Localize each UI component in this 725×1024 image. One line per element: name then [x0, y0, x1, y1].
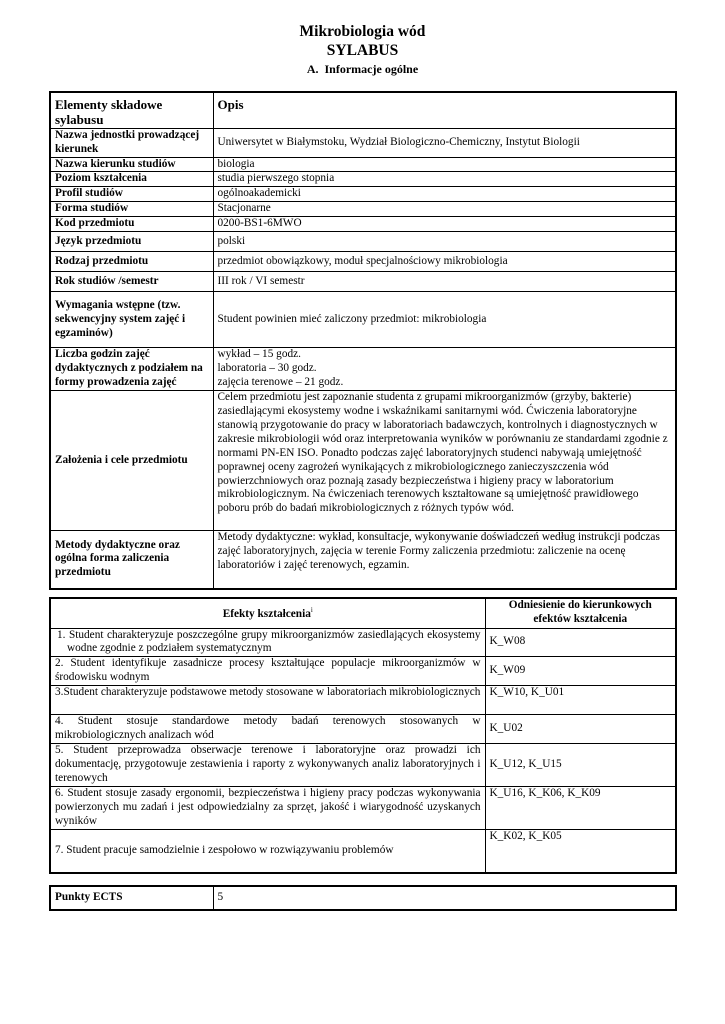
table-header-row — [50, 598, 676, 628]
page-subtitle: SYLABUS — [326, 42, 399, 59]
row-label: Profil studiów — [50, 187, 213, 202]
row-label: Rok studiów /semestr — [50, 272, 213, 292]
outcome-reference: K_W10, K_U01 — [485, 686, 676, 715]
table-row — [50, 172, 676, 187]
methods-text: Metody dydaktyczne: wykład, konsultacje, wykonywanie doświadczeń według instrukcji podczas zajęć laboratoryjnych, zajęcia w terenie Formy zaliczenia przedmiotu: zaliczenie na ocenę laboratoriów i zajęć terenowych, egzamin. — [213, 531, 676, 589]
table-header-row — [50, 92, 676, 128]
table-row — [50, 787, 676, 830]
outcome-text: 2. Student identyfikuje zasadnicze procesy kształtujące populacje mikroorganizmów w środowisku wodnym — [50, 657, 485, 686]
ects-table — [49, 885, 677, 911]
learning-outcomes-table — [49, 597, 677, 874]
row-label: Język przedmiotu — [50, 232, 213, 252]
outcome-text: 5. Student przeprowadza obserwacje terenowe i laboratoryjne oraz prowadzi ich dokumentację, przygotowuje zestawienia i raporty z wykonywanych analiz laboratoryjnych i terenowych — [50, 744, 485, 787]
outcome-reference: K_K02, K_K05 — [485, 830, 676, 873]
table-row — [50, 187, 676, 202]
table-row — [50, 128, 676, 157]
table-row — [50, 744, 676, 787]
hours-laboratory: laboratoria – 30 godz. — [217, 362, 317, 375]
outcome-text: 1. Student charakteryzuje poszczególne grupy mikroorganizmów zasiedlających ekosystemy wodne zgodnie z podziałem systematycznym — [50, 628, 485, 657]
row-label: Rodzaj przedmiotu — [50, 252, 213, 272]
row-value: biologia — [213, 157, 676, 172]
outcome-text: 7. Student pracuje samodzielnie i zespołowo w rozwiązywaniu problemów — [50, 830, 485, 873]
table-row — [50, 202, 676, 217]
table-row — [50, 391, 676, 531]
column-header-reference: Odniesienie do kierunkowych efektów kształcenia — [485, 598, 676, 628]
table-row — [50, 531, 676, 589]
outcome-text: 3.Student charakteryzuje podstawowe metody stosowane w laboratoriach mikrobiologicznych — [50, 686, 485, 715]
row-label: Poziom kształcenia — [50, 172, 213, 187]
effects-header-text: Efekty kształcenia — [222, 608, 311, 621]
outcome-text: 4. Student stosuje standardowe metody badań terenowych stosowanych w mikrobiologicznych analizach wód — [50, 715, 485, 744]
row-value: przedmiot obowiązkowy, moduł specjalnościowy mikrobiologia — [213, 252, 676, 272]
table-row — [50, 252, 676, 272]
row-value: studia pierwszego stopnia — [213, 172, 676, 187]
hours-label: Liczba godzin zajęć dydaktycznych z podziałem na formy prowadzenia zajęć — [50, 348, 213, 391]
table-row — [50, 886, 676, 910]
hours-field: zajęcia terenowe – 21 godz. — [217, 375, 344, 388]
outcome-reference: K_W08 — [485, 628, 676, 657]
footnote-marker: i — [310, 606, 313, 615]
row-value: Stacjonarne — [213, 202, 676, 217]
column-header-effects — [50, 598, 485, 628]
hours-lecture: wykład – 15 godz. — [217, 348, 301, 361]
table-row — [50, 232, 676, 252]
table-row — [50, 292, 676, 348]
section-heading: A. Informacje ogólne — [306, 62, 419, 76]
table-row — [50, 217, 676, 232]
row-value: III rok / VI semestr — [213, 272, 676, 292]
row-label: Wymagania wstępne (tzw. sekwencyjny system zajęć i egzaminów) — [50, 292, 213, 348]
goals-label: Założenia i cele przedmiotu — [50, 391, 213, 531]
row-value: 0200-BS1-6MWO — [213, 217, 676, 232]
table-row — [50, 715, 676, 744]
table-row — [50, 348, 676, 391]
general-info-table — [49, 91, 677, 590]
table-row — [50, 657, 676, 686]
ects-value: 5 — [213, 886, 676, 910]
row-value: Student powinien mieć zaliczony przedmiot: mikrobiologia — [213, 292, 676, 348]
row-value: Uniwersytet w Białymstoku, Wydział Biologiczno-Chemiczny, Instytut Biologii — [213, 128, 676, 157]
outcome-reference: K_W09 — [485, 657, 676, 686]
row-label: Nazwa kierunku studiów — [50, 157, 213, 172]
page-title: Mikrobiologia wód — [299, 23, 426, 40]
outcome-reference: K_U16, K_K06, K_K09 — [485, 787, 676, 830]
outcome-reference: K_U02 — [485, 715, 676, 744]
table-row — [50, 830, 676, 873]
outcome-reference: K_U12, K_U15 — [485, 744, 676, 787]
row-label: Nazwa jednostki prowadzącej kierunek — [50, 128, 213, 157]
hours-list — [213, 348, 676, 391]
methods-label: Metody dydaktyczne oraz ogólna forma zaliczenia przedmiotu — [50, 531, 213, 589]
ects-label: Punkty ECTS — [50, 886, 213, 910]
outcome-text: 6. Student stosuje zasady ergonomii, bezpieczeństwa i higieny pracy podczas wykonywania powierzonych mu zadań i jest odpowiedzialny za sprzęt, jakość i wiarygodność uzyskanych wyników — [50, 787, 485, 830]
table-row — [50, 157, 676, 172]
table-row — [50, 686, 676, 715]
row-label: Forma studiów — [50, 202, 213, 217]
row-value: ogólnoakademicki — [213, 187, 676, 202]
column-header-elements: Elementy składowe sylabusu — [50, 92, 213, 128]
column-header-description: Opis — [213, 92, 676, 128]
row-value: polski — [213, 232, 676, 252]
goals-text: Celem przedmiotu jest zapoznanie studenta z grupami mikroorganizmów (grzyby, bakterie) zasiedlającymi ekosystemy wodne i wskaźnikami sanitarnymi wód. Ćwiczenia laboratoryjne stanowią przygotowanie do pracy w laboratoriach badawczych, kontrolnych i diagnostycznych w zakresie mikrobiologii wód oraz interpretowania wyników w porównaniu ze standardami zgodnie z normami PN-EN ISO. Ponadto podczas zajęć laboratoryjnych studenci nabywają umiejętność poprawnej oceny zagrożeń wynikających z mikrobiologicznego zanieczyszczenia wód powierzchniowych oraz poznają zasady bezpieczeństwa i higieny pracy w laboratorium mikrobiologicznym. Na ćwiczeniach terenowych kształtowane są umiejętność prawidłowego poboru prób do badań mikrobiologicznych z różnych typów wód. — [213, 391, 676, 531]
table-row — [50, 272, 676, 292]
table-row — [50, 628, 676, 657]
row-label: Kod przedmiotu — [50, 217, 213, 232]
